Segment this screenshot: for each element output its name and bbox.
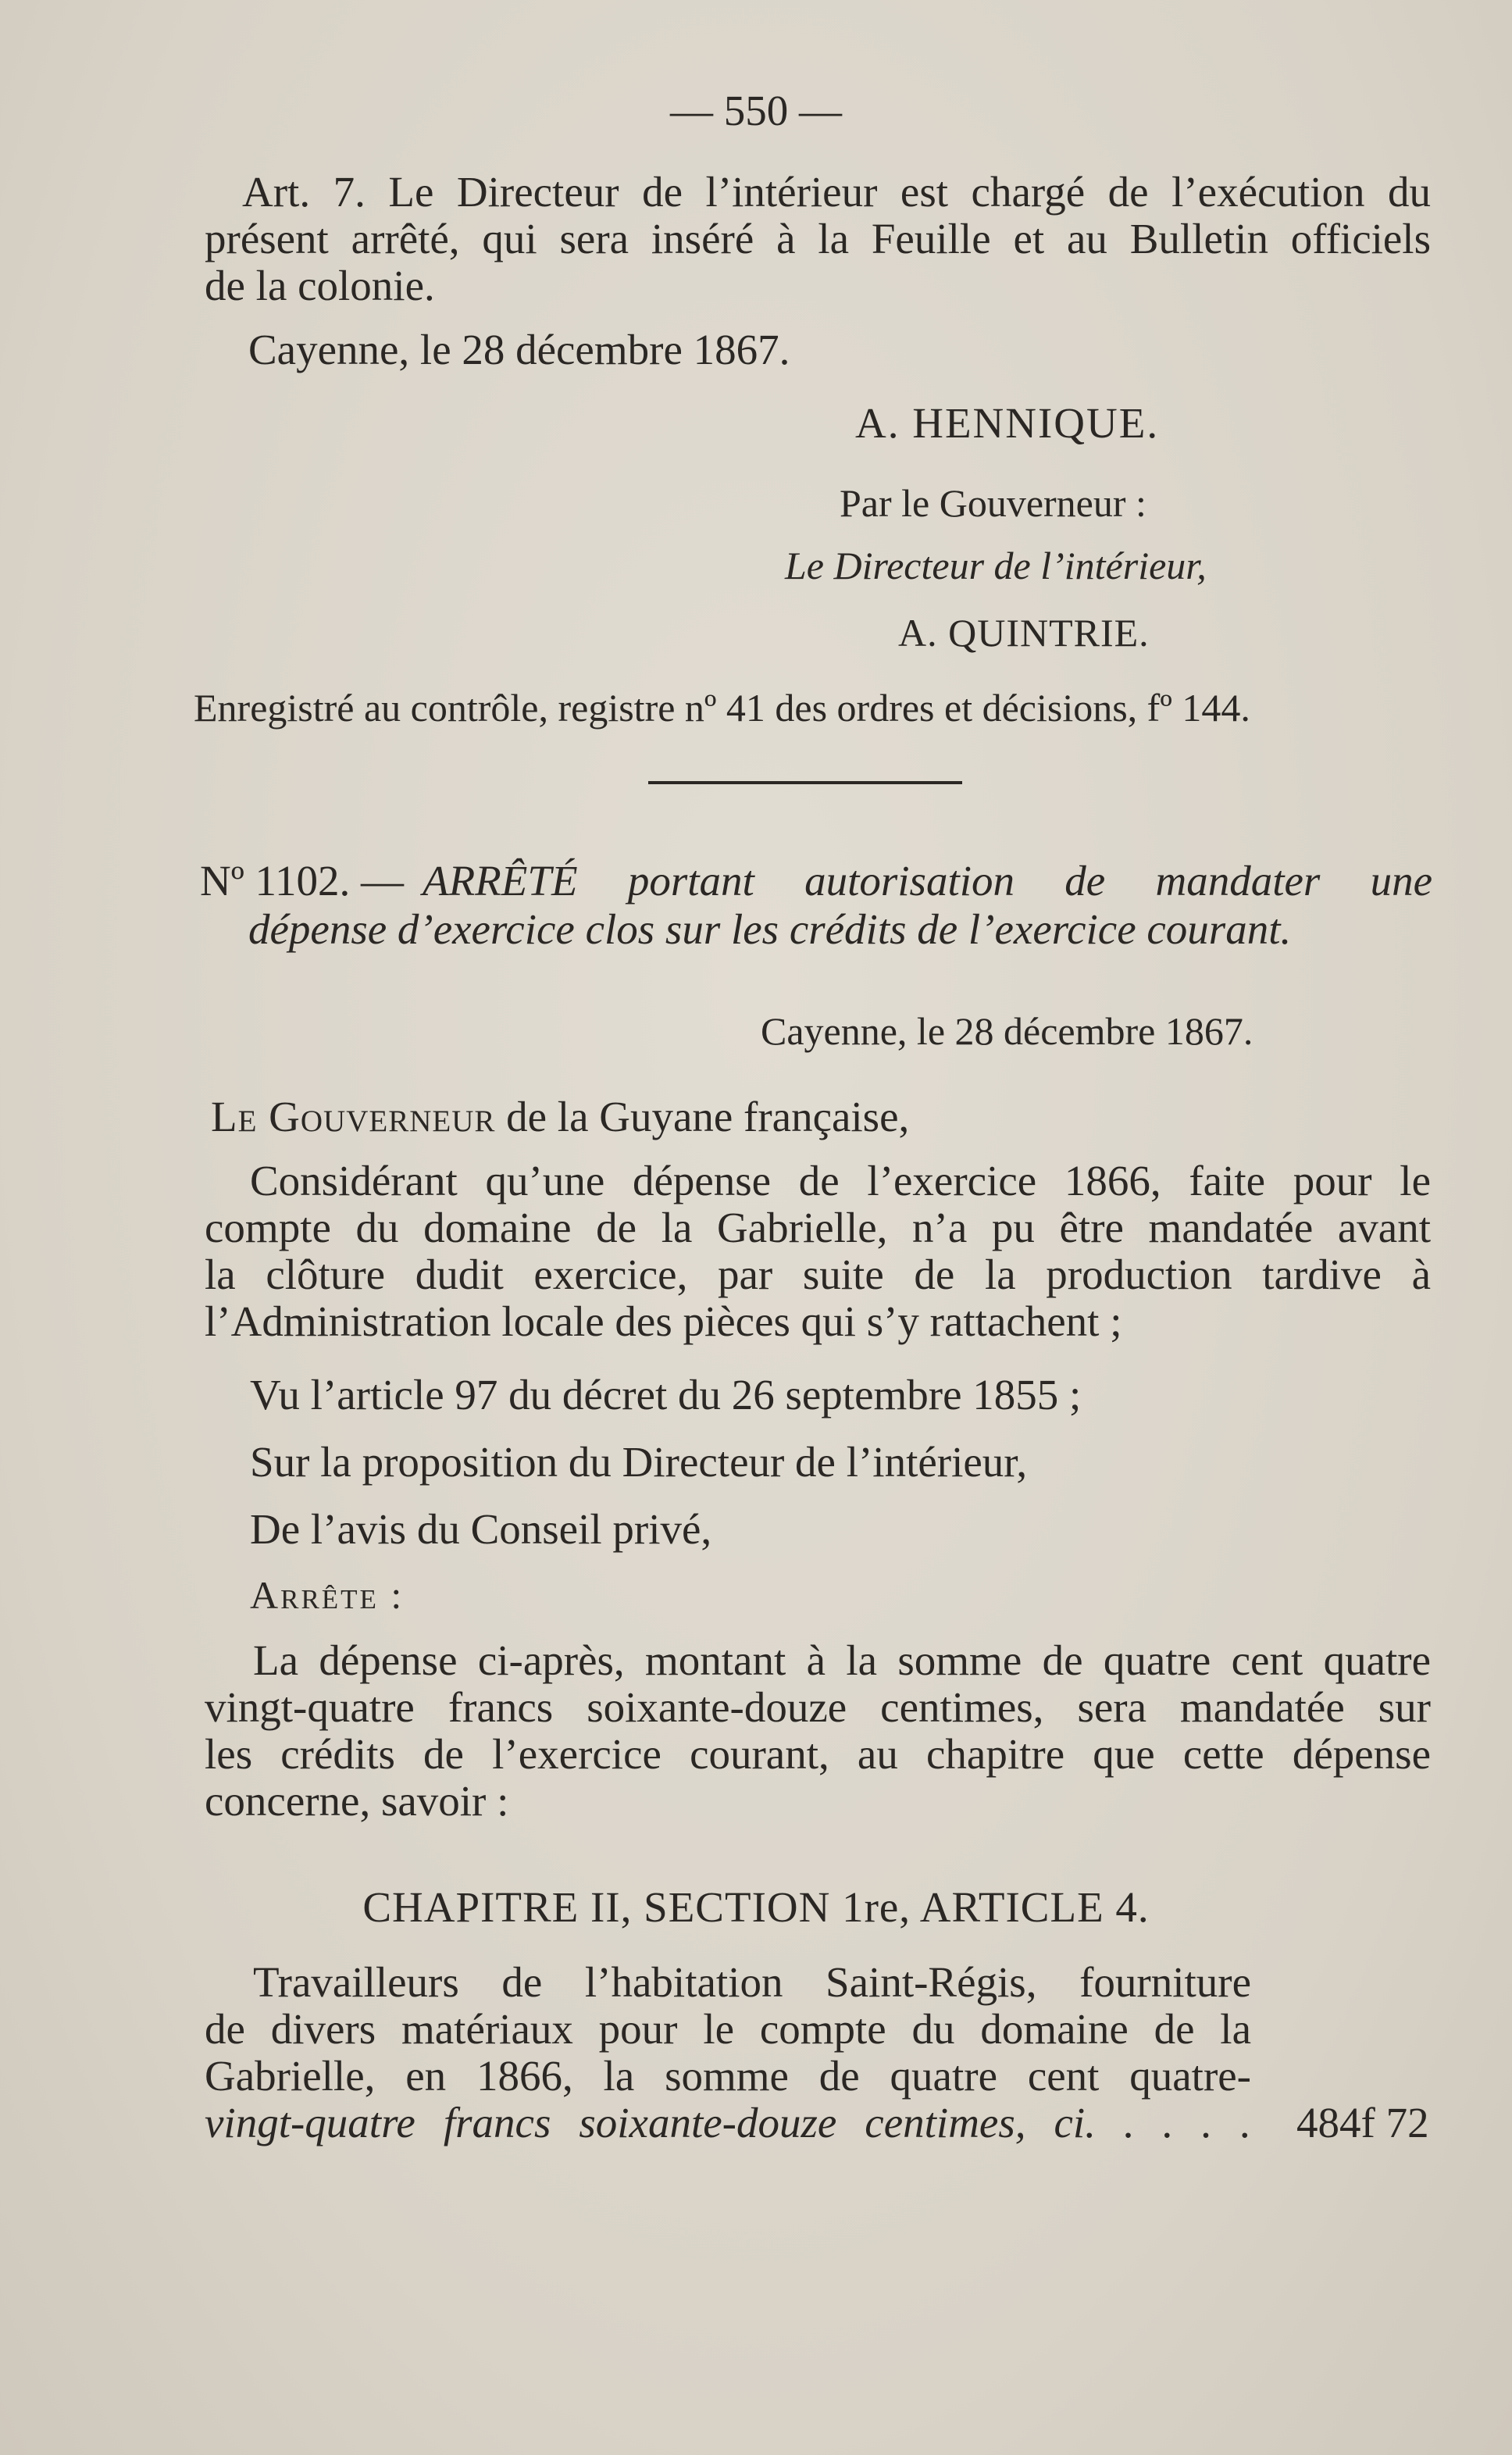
director-title: Le Directeur de l’intérieur, — [785, 544, 1207, 587]
considerant-paragraph — [205, 1158, 1431, 1345]
gouverneur-label: Le Gouverneur — [211, 1093, 496, 1140]
text-line: Gabrielle, en 1866, la somme de quatre cent quatre- — [205, 2052, 1251, 2100]
gouverneur-rest: de la Guyane française, — [495, 1093, 910, 1140]
gouverneur-line — [211, 1094, 909, 1140]
closing-date: Cayenne, le 28 décembre 1867. — [248, 326, 790, 373]
item-amount: 484f 72 — [1296, 2099, 1429, 2146]
text-line: Considérant qu’une dépense de l’exercice 1866, faite pour le — [250, 1157, 1431, 1204]
governor-signature: A. HENNIQUE. — [855, 399, 1160, 447]
text-line: Travailleurs de l’habitation Saint-Régis, fourniture — [253, 1958, 1251, 2006]
par-le-gouverneur: Par le Gouverneur : — [840, 481, 1146, 525]
text-line: vingt-quatre francs soixante-douze centimes, ci. . . . . — [205, 2099, 1251, 2146]
decree-title-line1: ARRÊTÉ portant autorisation de mandater une — [422, 857, 1432, 905]
text-line: de la colonie. — [205, 262, 435, 309]
text-line: La dépense ci-après, montant à la somme de quatre cent quatre — [253, 1636, 1431, 1684]
chapitre-heading: CHAPITRE II, SECTION 1re, ARTICLE 4. — [362, 1883, 1150, 1931]
decree-title-line2: dépense d’exercice clos sur les crédits de l’exercice courant. — [248, 905, 1292, 953]
text-line: l’Administration locale des pièces qui s’y rattachent ; — [205, 1297, 1122, 1345]
text-line: de divers matériaux pour le compte du domaine de la — [205, 2005, 1251, 2053]
text-line: vingt-quatre francs soixante-douze centimes, sera mandatée sur — [205, 1683, 1431, 1731]
text-line: les crédits de l’exercice courant, au chapitre que cette dépense — [205, 1730, 1431, 1778]
decree-date: Cayenne, le 28 décembre 1867. — [761, 1009, 1253, 1053]
decree-number: Nº 1102. — — [200, 857, 404, 905]
text-line: compte du domaine de la Gabrielle, n’a pu être mandatée avant — [205, 1204, 1431, 1251]
text-line: présent arrêté, qui sera inséré à la Feuille et au Bulletin officiels — [205, 215, 1431, 262]
depense-paragraph — [205, 1637, 1431, 1825]
director-signature: A. QUINTRIE. — [898, 611, 1150, 655]
text-line: Art. 7. Le Directeur de l’intérieur est chargé de l’exécution du — [242, 168, 1431, 216]
text-line: la clôture dudit exercice, par suite de la production tardive à — [205, 1251, 1431, 1298]
article-7-paragraph — [205, 169, 1431, 309]
sur-line: Sur la proposition du Directeur de l’intérieur, — [250, 1438, 1028, 1486]
page-number: — 550 — — [670, 87, 842, 134]
text-line: concerne, savoir : — [205, 1777, 509, 1825]
section-divider — [648, 781, 962, 784]
decree-heading-line1 — [200, 858, 1432, 905]
avis-line: De l’avis du Conseil privé, — [250, 1505, 712, 1553]
item-paragraph — [205, 1959, 1251, 2146]
vu-line: Vu l’article 97 du décret du 26 septembre 1855 ; — [250, 1371, 1082, 1418]
registration-note: Enregistré au contrôle, registre nº 41 des ordres et décisions, fº 144. — [194, 686, 1250, 730]
arrete-label: Arrête : — [250, 1573, 405, 1617]
